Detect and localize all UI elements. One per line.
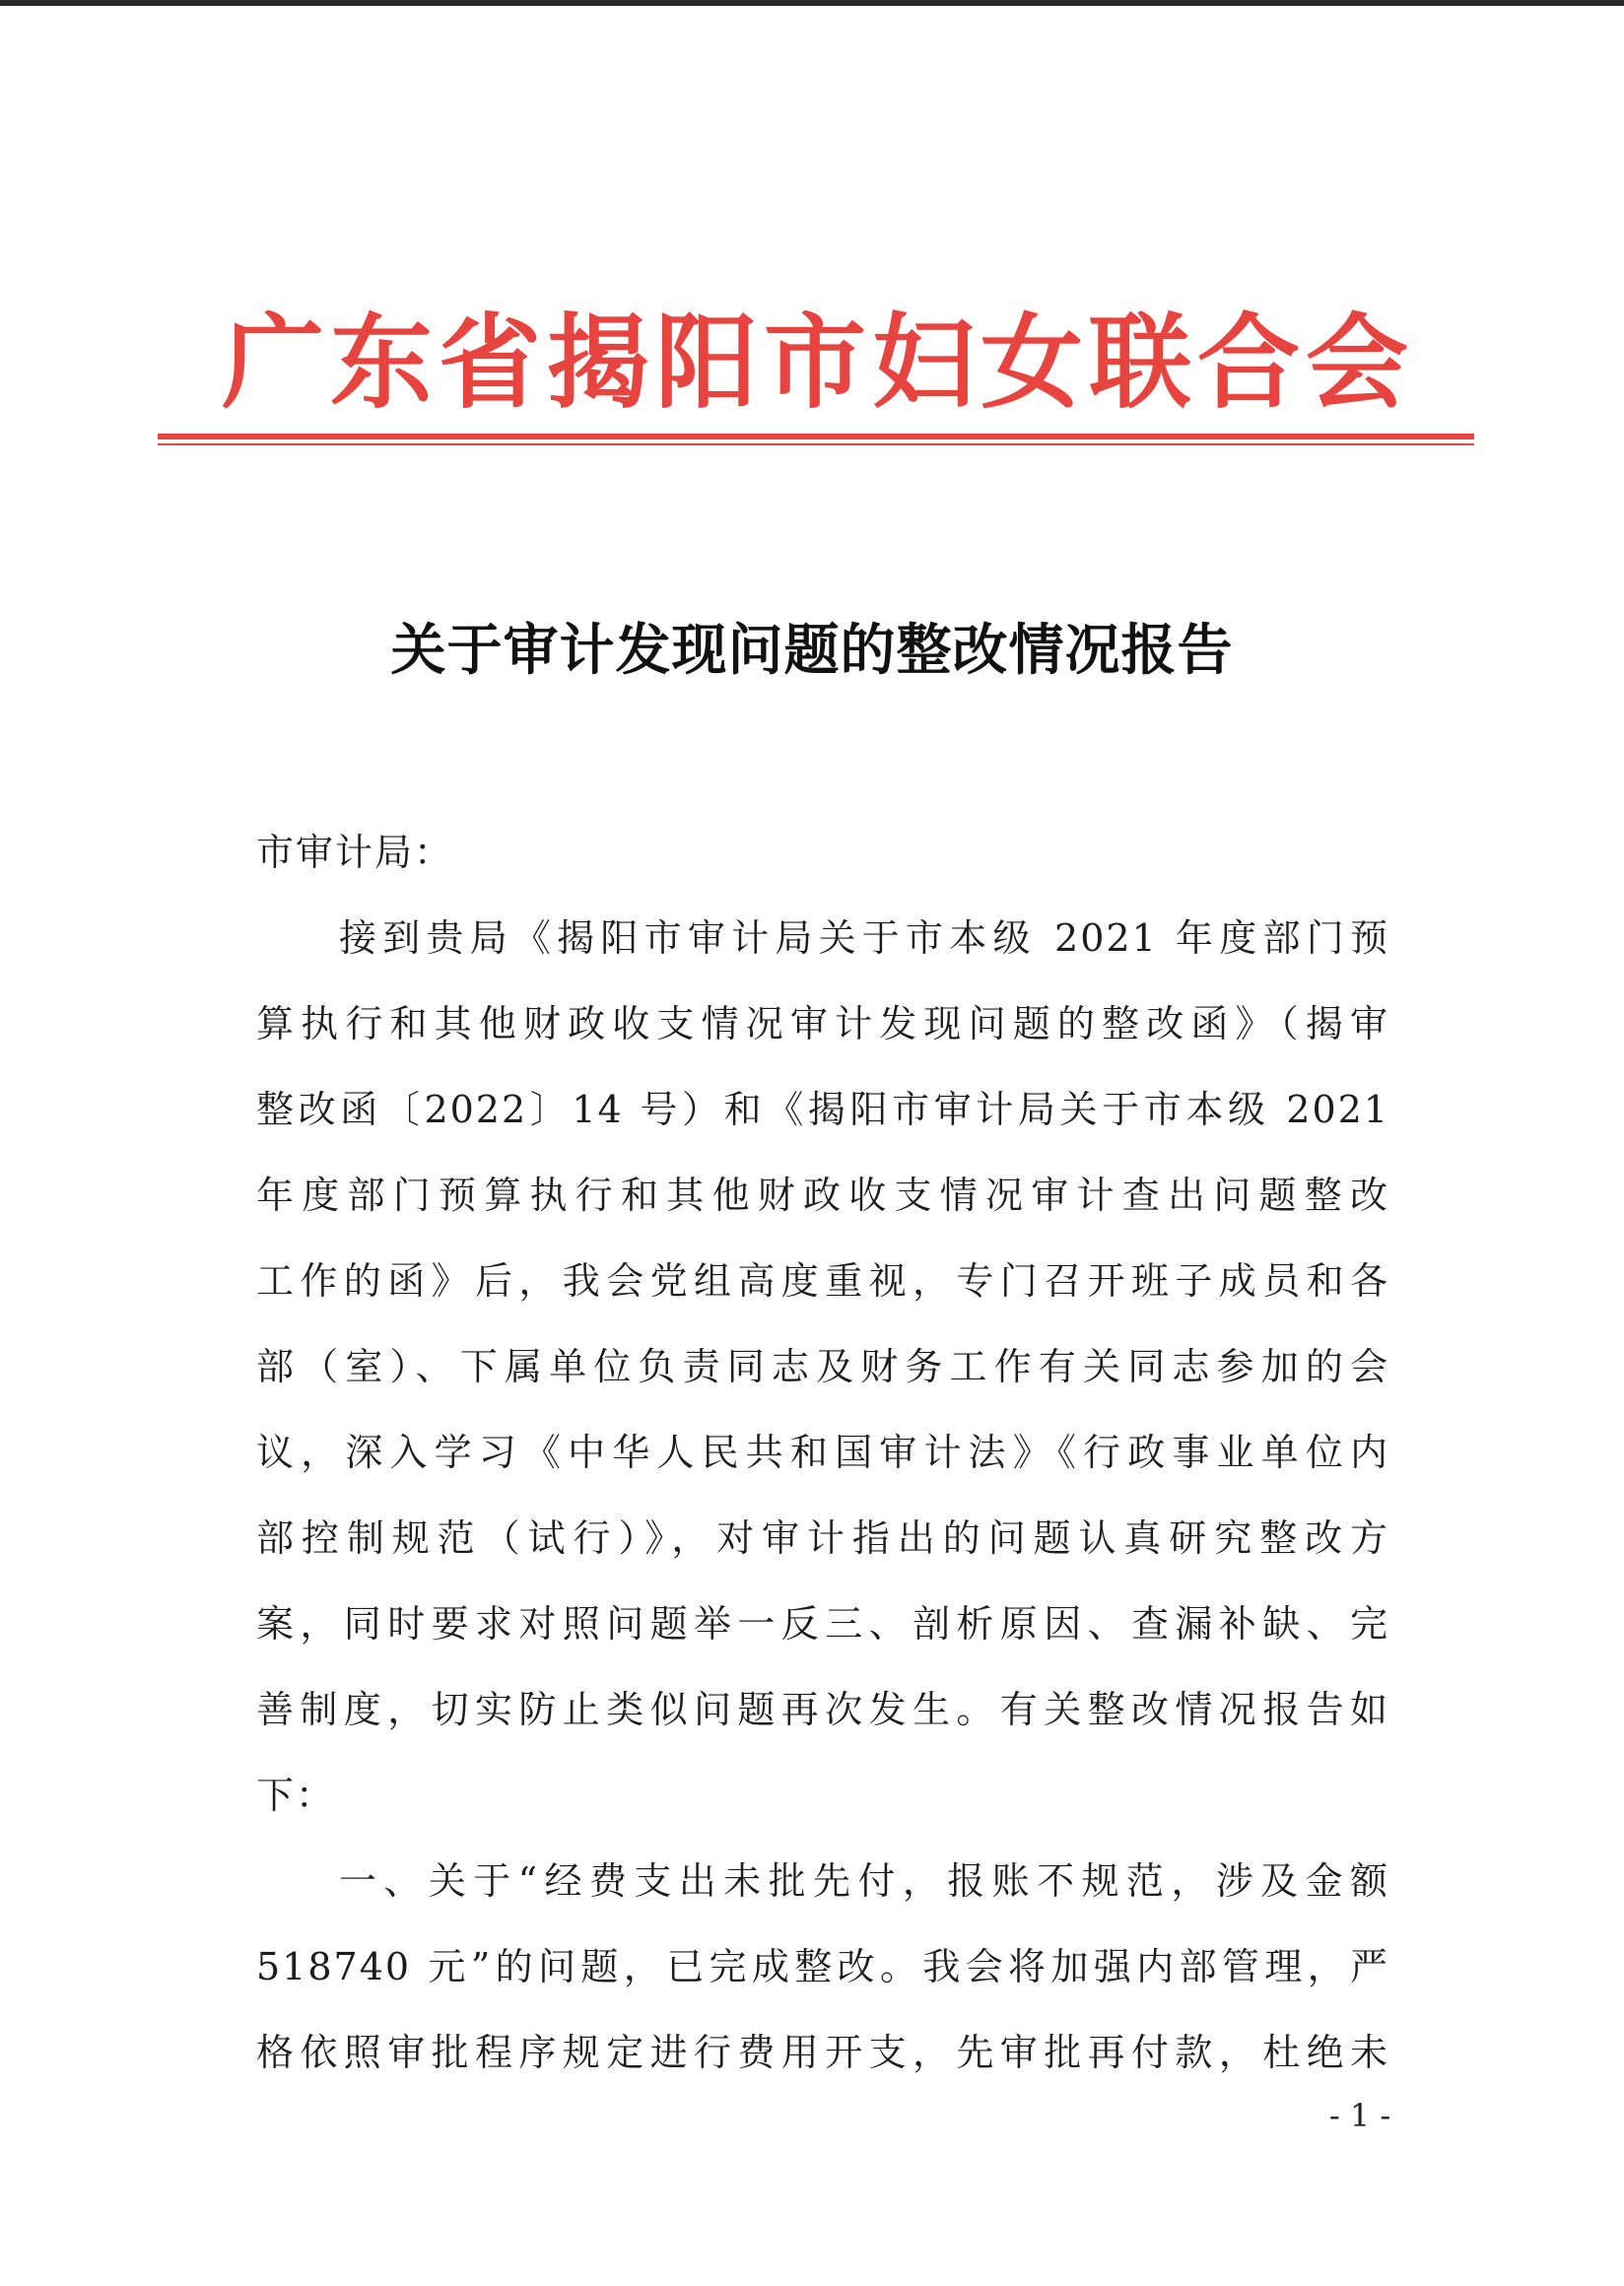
body-line: 一、关于“经费支出未批先付，报账不规范，涉及金额 [339,1859,1389,1903]
letterhead-organization: 广东省揭阳市妇女联合会 [221,302,1414,423]
document-title: 关于审计发现问题的整改情况报告 [390,618,1234,683]
body-line: 518740 元”的问题，已完成整改。我会将加强内部管理，严 [256,1945,1389,1988]
body-line: 算执行和其他财政收支情况审计发现问题的整改函》（揭审 [256,1002,1389,1045]
body-line: 部（室）、下属单位负责同志及财务工作有关同志参加的会 [256,1345,1389,1388]
body-line: 议，深入学习《中华人民共和国审计法》《行政事业单位内 [256,1431,1389,1474]
document-body [256,810,1389,2096]
divider-thin-line [158,443,1474,445]
body-line: 工作的函》后，我会党组高度重视，专门召开班子成员和各 [256,1259,1389,1303]
salutation-line: 市审计局： [256,831,454,874]
body-line: 格依照审批程序规定进行费用开支，先审批再付款，杜绝未 [256,2031,1389,2074]
page-number: - 1 - [1328,2097,1391,2134]
body-line: 案，同时要求对照问题举一反三、剖析原因、查漏补缺、完 [256,1602,1389,1646]
body-line: 接到贵局《揭阳市审计局关于市本级 2021 年度部门预 [339,916,1389,960]
body-line: 善制度，切实防止类似问题再次发生。有关整改情况报告如 [256,1688,1389,1731]
body-line: 下： [256,1774,336,1817]
scan-top-edge [0,0,1624,6]
body-line: 整改函〔2022〕14 号）和《揭阳市审计局关于市本级 2021 [256,1088,1389,1131]
body-line: 部控制规范（试行）》，对审计指出的问题认真研究整改方 [256,1516,1389,1560]
letterhead-divider [158,434,1474,445]
body-line: 年度部门预算执行和其他财政收支情况审计查出问题整改 [256,1174,1389,1217]
